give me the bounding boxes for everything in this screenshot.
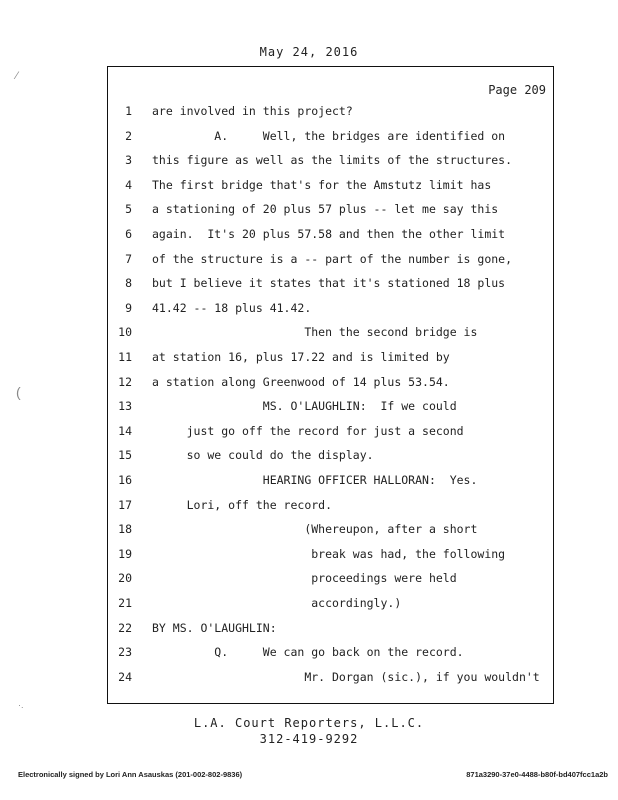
transcript-line [0,399,618,419]
line-number: 7 [125,251,132,266]
transcript-line [0,448,618,468]
transcript-line [0,571,618,591]
line-number: 9 [125,300,132,315]
scan-mark: ⁄ [16,70,18,82]
transcript-line [0,473,618,493]
transcript-line [0,670,618,690]
line-number: 22 [118,620,132,635]
transcript-line [0,325,618,345]
line-number: 1 [125,104,132,118]
line-number: 6 [125,227,132,241]
transcript-line [0,498,618,518]
transcript-line [0,375,618,395]
line-text: 41.42 -- 18 plus 41.42. [152,300,312,315]
transcript-line [0,227,618,247]
line-text: MS. O'LAUGHLIN: If we could [152,399,457,414]
transcript-line [0,522,618,542]
line-text: Lori, off the record. [152,497,333,512]
line-text: HEARING OFFICER HALLORAN: Yes. [152,473,478,487]
line-text: a station along Greenwood of 14 plus 53.54. [152,374,450,389]
line-text: just go off the record for just a second [152,423,464,438]
line-number: 11 [118,350,132,364]
line-number: 13 [118,399,132,414]
transcript-line [0,350,618,370]
scan-mark: ·. [18,700,24,710]
line-text: so we could do the display. [152,448,374,463]
transcript-line [0,547,618,567]
line-number: 21 [118,596,132,610]
transcript-line [0,202,618,222]
line-number: 23 [118,645,132,660]
line-number: 8 [125,276,132,291]
transcript-line [0,129,618,149]
transcript-line [0,178,618,198]
page-number: Page 209 [488,83,546,97]
line-number: 20 [118,571,132,586]
transcript-line [0,645,618,665]
line-text: again. It's 20 plus 57.58 and then the other limit [152,227,506,241]
line-text: BY MS. O'LAUGHLIN: [152,620,277,635]
electronic-signature: Electronically signed by Lori Ann Asauskas (201-002-802-9836) [18,770,243,779]
line-text: break was had, the following [152,546,506,561]
transcript-line [0,301,618,321]
line-number: 3 [125,153,132,168]
line-text: Q. We can go back on the record. [152,645,464,660]
transcript-line [0,252,618,272]
line-text: Then the second bridge is [152,325,478,340]
line-number: 12 [118,374,132,389]
transcript-line [0,424,618,444]
line-text: accordingly.) [152,596,402,610]
transcript-line [0,596,618,616]
line-number: 24 [118,669,132,684]
line-number: 16 [118,473,132,487]
transcript-date: May 24, 2016 [259,45,359,59]
document-hash: 871a3290-37e0-4488-b80f-bd407fcc1a2b [466,770,608,779]
line-number: 5 [125,202,132,217]
line-text: of the structure is a -- part of the number is gone, [152,251,513,266]
line-text: this figure as well as the limits of the structures. [152,153,513,168]
line-text: proceedings were held [152,571,457,586]
line-text: (Whereupon, after a short [152,522,478,537]
line-number: 17 [118,497,132,512]
transcript-line [0,153,618,173]
transcript-line [0,104,618,124]
court-reporter-phone: 312-419-9292 [259,732,359,746]
line-text: A. Well, the bridges are identified on [152,128,506,143]
line-number: 18 [118,522,132,537]
line-number: 14 [118,423,132,438]
line-number: 19 [118,546,132,561]
line-text: but I believe it states that it's stationed 18 plus [152,276,506,291]
scan-mark: ( [16,384,21,400]
line-text: a stationing of 20 plus 57 plus -- let me say this [152,202,499,217]
court-reporter-name: L.A. Court Reporters, L.L.C. [193,716,425,730]
line-number: 10 [118,325,132,340]
line-number: 4 [125,177,132,192]
line-text: The first bridge that's for the Amstutz limit has [152,177,492,192]
line-text: at station 16, plus 17.22 and is limited by [152,350,450,364]
line-number: 15 [118,448,132,463]
transcript-line [0,621,618,641]
line-text: are involved in this project? [152,104,353,118]
line-text: Mr. Dorgan (sic.), if you wouldn't [152,669,540,684]
line-number: 2 [125,128,132,143]
transcript-line [0,276,618,296]
